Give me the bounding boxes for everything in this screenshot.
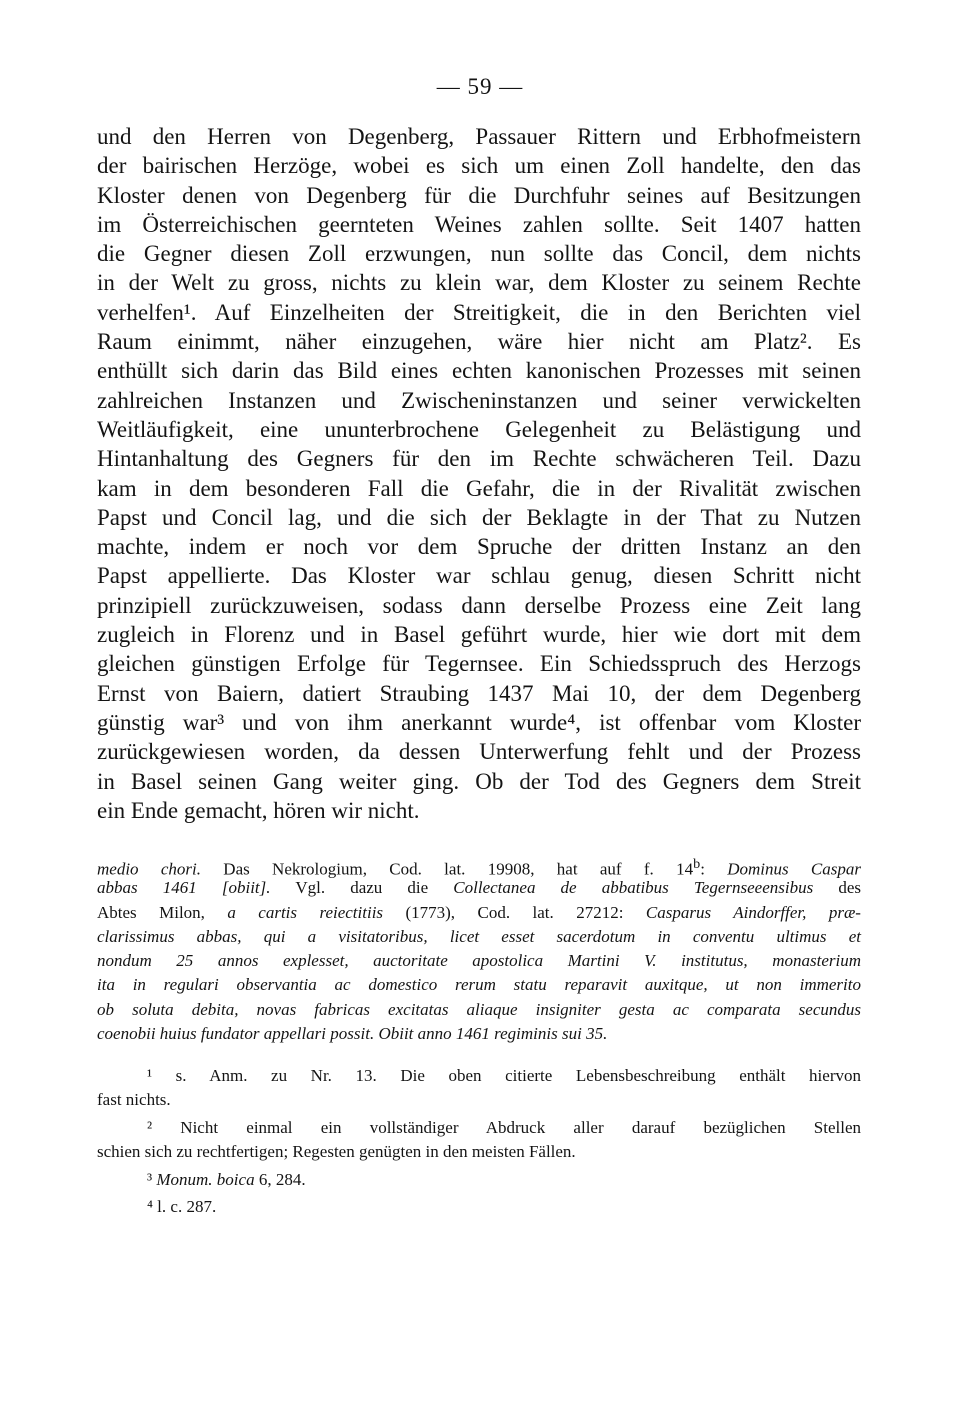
body-line: machte, indem er noch vor dem Spruche der dritten Instanz an den xyxy=(97,534,861,560)
footnote-4 xyxy=(97,1195,861,1219)
body-line: Hintanhaltung des Gegners für den im Rechte schwächeren Teil. Dazu xyxy=(97,446,861,472)
body-line: zurückgewiesen worden, da dessen Unterwerfung fehlt und der Prozess xyxy=(97,739,861,765)
body-line: die Gegner diesen Zoll erzwungen, nun sollte das Concil, dem nichts xyxy=(97,241,861,267)
footnote-line: schien sich zu rechtfertigen; Regesten genügten in den meisten Fällen. xyxy=(97,1142,576,1161)
italic-text: coenobii huius fundator appellari possit. Obiit anno 1461 regiminis sui 35. xyxy=(97,1024,608,1044)
body-line: Raum einimmt, näher einzugehen, wäre hier nicht am Platz². Es xyxy=(97,329,861,355)
text-run: Das Nekrologium, Cod. lat. 19908, hat auf f. 14 xyxy=(201,859,694,879)
note-line xyxy=(97,949,861,973)
body-line: zugleich in Florenz und in Basel geführt wurde, hier wie dort mit dem xyxy=(97,622,861,648)
body-line: Kloster denen von Degenberg für die Durchfuhr seines auf Besitzungen xyxy=(97,182,861,208)
italic-text: ita in regulari observantia ac domestico rerum statu reparavit auxitque, ut non immerito xyxy=(97,975,861,995)
page-number: — 59 — xyxy=(436,74,524,99)
note-line xyxy=(97,852,862,879)
italic-text: Casparus Aindorffer, præ- xyxy=(645,902,861,922)
text-run: Abtes Milon, xyxy=(97,902,228,922)
footnote-line: ⁴ l. c. 287. xyxy=(147,1197,217,1216)
text-run: Vgl. dazu die xyxy=(270,878,454,898)
body-line: ein Ende gemacht, hören wir nicht. xyxy=(97,797,420,823)
body-line: zahlreichen Instanzen und Zwischeninstanzen und seiner verwickelten xyxy=(97,387,861,413)
body-line: Papst appellierte. Das Kloster war schlau genug, diesen Schritt nicht xyxy=(97,563,861,589)
italic-text: Monum. boica xyxy=(156,1170,255,1189)
italic-text: Collectanea de abbatibus Tegernseeensibus xyxy=(453,878,814,898)
body-line: und den Herren von Degenberg, Passauer Rittern und Erbhofmeistern xyxy=(97,124,861,149)
note-continuation xyxy=(97,852,861,1046)
italic-text: Dominus Caspar xyxy=(727,859,862,879)
italic-text: a cartis reiectitiis xyxy=(227,902,384,922)
body-line: enthüllt sich darin das Bild eines echten kanonischen Prozesses mit seinen xyxy=(97,358,861,384)
italic-text: nondum 25 annos explesset, auctoritate apostolica Martini V. institutus, monasterium xyxy=(97,951,861,971)
body-line: Ernst von Baiern, datiert Straubing 1437 Mai 10, der dem Degenberg xyxy=(97,680,861,706)
footnote-line: fast nichts. xyxy=(97,1090,171,1109)
note-line xyxy=(97,998,861,1022)
body-line: in Basel seinen Gang weiter ging. Ob der Tod des Gegners dem Streit xyxy=(97,768,861,794)
note-line xyxy=(97,973,861,997)
footnote-2 xyxy=(97,1116,861,1164)
body-line: der bairischen Herzöge, wobei es sich um einen Zoll handelte, den das xyxy=(97,153,861,179)
text-run: b xyxy=(693,856,701,872)
footnote-1 xyxy=(97,1064,861,1112)
note-line xyxy=(97,1168,861,1192)
text-run: des xyxy=(813,878,861,898)
body-line: im Österreichischen geernteten Weines zahlen sollte. Seit 1407 hatten xyxy=(97,211,861,237)
note-line xyxy=(97,925,861,949)
body-line: gleichen günstigen Erfolge für Tegernsee. Ein Schiedsspruch des Herzogs xyxy=(97,651,861,677)
text-run: : xyxy=(700,859,728,879)
italic-text: ob soluta debita, novas fabricas excitatas aliaque insigniter gesta ac comparata secundus xyxy=(97,999,861,1019)
footnote-line: ² Nicht einmal ein vollständiger Abdruck aller darauf bezüglichen Stellen xyxy=(147,1118,861,1137)
text-run: ³ xyxy=(147,1170,157,1189)
body-text xyxy=(97,122,861,825)
italic-text: medio chori. xyxy=(97,859,201,879)
body-line: kam in dem besonderen Fall die Gefahr, die in der Rivalität zwischen xyxy=(97,475,861,501)
body-line: Papst und Concil lag, und die sich der Beklagte in der That zu Nutzen xyxy=(97,504,861,530)
body-line: günstig war³ und von ihm anerkannt wurde⁴, ist offenbar vom Kloster xyxy=(97,709,861,735)
text-run: (1773), Cod. lat. 27212: xyxy=(383,902,646,922)
body-line: in der Welt zu gross, nichts zu klein war, dem Kloster zu seinem Rechte xyxy=(97,270,861,296)
italic-text: abbas 1461 [obiit]. xyxy=(97,878,271,898)
body-line: verhelfen¹. Auf Einzelheiten der Streitigkeit, die in den Berichten viel xyxy=(97,299,861,325)
note-line xyxy=(97,876,861,900)
footnote-line: ¹ s. Anm. zu Nr. 13. Die oben citierte Lebensbeschreibung enthält hiervon xyxy=(147,1066,861,1085)
italic-text: clarissimus abbas, qui a visitatoribus, licet esset sacerdotum in conventu ultimus et xyxy=(97,926,861,946)
text-run: 6, 284. xyxy=(254,1170,306,1189)
footnote-3 xyxy=(97,1168,861,1192)
note-line xyxy=(97,1022,861,1046)
body-line: prinzipiell zurückzuweisen, sodass dann derselbe Prozess eine Zeit lang xyxy=(97,592,861,618)
note-line xyxy=(97,901,861,925)
body-line: Weitläufigkeit, eine ununterbrochene Gelegenheit zu Belästigung und xyxy=(97,416,861,442)
